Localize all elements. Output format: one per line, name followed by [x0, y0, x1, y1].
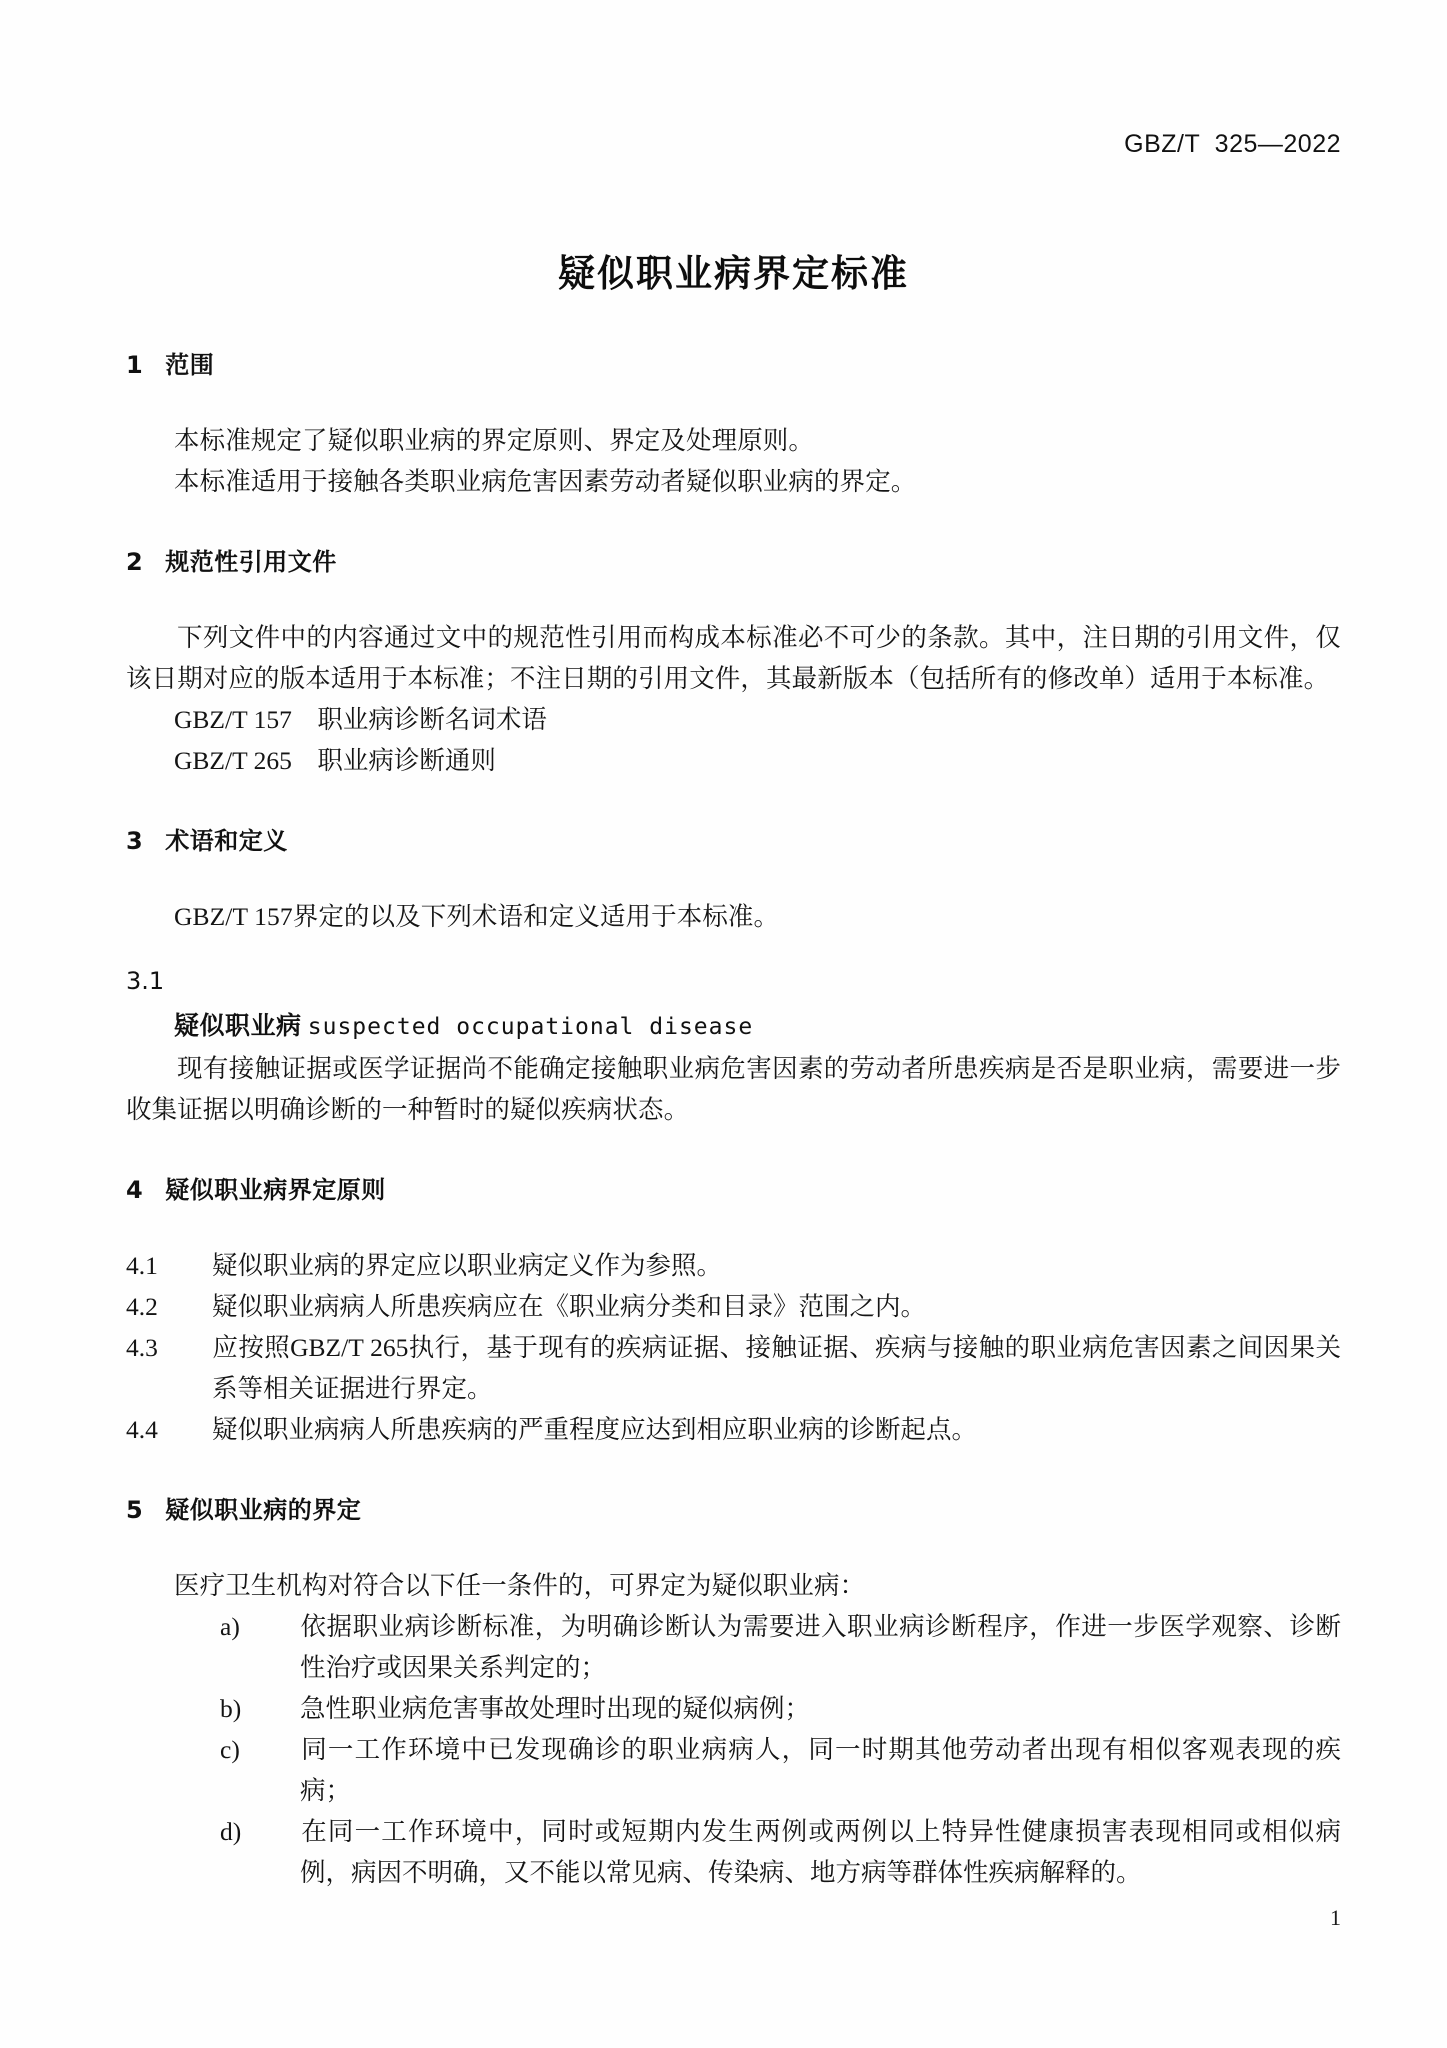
list-item — [174, 1729, 1341, 1811]
list-item-letter-d: d) — [220, 1817, 242, 1846]
running-header-standard-code: GBZ/T 325—2022 — [1124, 130, 1341, 158]
section-heading-2 — [126, 542, 1341, 577]
terms-intro: GBZ/T 157界定的以及下列术语和定义适用于本标准。 — [174, 902, 780, 931]
clause-4-2 — [126, 1286, 1341, 1327]
clause-4-3 — [126, 1327, 1341, 1409]
determination-conditions-list — [174, 1606, 1341, 1893]
section-heading-4 — [126, 1170, 1341, 1205]
document-body — [126, 345, 1341, 1893]
clause-number-4-1: 4.1 — [126, 1251, 158, 1280]
term-name-chinese: 疑似职业病 — [174, 1011, 302, 1040]
list-item-text-d: 在同一工作环境中，同时或短期内发生两例或两例以上特异性健康损害表现相同或相似病例，病因不明确，又不能以常见病、传染病、地方病等群体性疾病解释的。 — [300, 1817, 1341, 1887]
section-heading-1 — [126, 345, 1341, 380]
section-title-5: 疑似职业病的界定 — [165, 1496, 362, 1524]
section-title-4: 疑似职业病界定原则 — [165, 1176, 386, 1204]
determination-intro: 医疗卫生机构对符合以下任一条件的，可界定为疑似职业病： — [174, 1571, 866, 1600]
clause-4-4 — [126, 1409, 1341, 1450]
section-number-1: 1 — [126, 351, 144, 379]
list-item — [174, 1688, 1341, 1729]
terms-intro-block — [126, 896, 1341, 937]
scope-paragraph-1: 本标准规定了疑似职业病的界定原则、界定及处理原则。 — [174, 426, 815, 455]
section-number-2: 2 — [126, 548, 144, 576]
clause-number-4-3: 4.3 — [126, 1333, 158, 1362]
term-name-english: suspected occupational disease — [307, 1014, 754, 1040]
section-5-body — [126, 1565, 1341, 1893]
term-definition-3-1: 现有接触证据或医学证据尚不能确定接触职业病危害因素的劳动者所患疾病是否是职业病，需要进一步收集证据以明确诊断的一种暂时的疑似疾病状态。 — [126, 1054, 1341, 1124]
section-title-3: 术语和定义 — [165, 827, 288, 855]
clause-number-4-2: 4.2 — [126, 1292, 158, 1321]
list-item-text-a: 依据职业病诊断标准，为明确诊断认为需要进入职业病诊断程序，作进一步医学观察、诊断性治疗或因果关系判定的； — [300, 1612, 1341, 1682]
term-number-3-1: 3.1 — [126, 967, 165, 995]
clause-text-4-3: 应按照GBZ/T 265执行，基于现有的疾病证据、接触证据、疾病与接触的职业病危害因素之间因果关系等相关证据进行界定。 — [212, 1333, 1341, 1403]
list-item-letter-b: b) — [220, 1694, 242, 1723]
clause-text-4-2: 疑似职业病病人所患疾病应在《职业病分类和目录》范围之内。 — [212, 1292, 927, 1321]
clause-text-4-1: 疑似职业病的界定应以职业病定义作为参照。 — [212, 1251, 723, 1280]
scope-paragraph-2: 本标准适用于接触各类职业病危害因素劳动者疑似职业病的界定。 — [174, 467, 917, 496]
normative-references-intro: 下列文件中的内容通过文中的规范性引用而构成本标准必不可少的条款。其中，注日期的引用文件，仅该日期对应的版本适用于本标准；不注日期的引用文件，其最新版本（包括所有的修改单）适用于本标准。 — [126, 623, 1341, 693]
document-title: 疑似职业病界定标准 — [558, 252, 909, 295]
list-item-text-b: 急性职业病危害事故处理时出现的疑似病例； — [300, 1694, 811, 1723]
page-number: 1 — [1330, 1905, 1341, 1930]
page-content — [126, 0, 1341, 2048]
clause-number-4-4: 4.4 — [126, 1415, 158, 1444]
section-number-3: 3 — [126, 827, 144, 855]
list-item-letter-c: c) — [220, 1735, 240, 1764]
section-number-4: 4 — [126, 1176, 144, 1204]
section-heading-3 — [126, 821, 1341, 856]
section-1-body — [126, 420, 1341, 502]
normative-reference-item-1: GBZ/T 157 职业病诊断名词术语 — [174, 705, 547, 734]
section-title-1: 范围 — [165, 351, 215, 379]
list-item — [174, 1606, 1341, 1688]
list-item-text-c: 同一工作环境中已发现确诊的职业病病人，同一时期其他劳动者出现有相似客观表现的疾病； — [300, 1735, 1341, 1805]
section-heading-5 — [126, 1490, 1341, 1525]
list-item-letter-a: a) — [220, 1612, 240, 1641]
term-entry-3-1 — [126, 1005, 1341, 1048]
clause-text-4-4: 疑似职业病病人所患疾病的严重程度应达到相应职业病的诊断起点。 — [212, 1415, 978, 1444]
normative-reference-item-2: GBZ/T 265 职业病诊断通则 — [174, 746, 496, 775]
section-number-5: 5 — [126, 1496, 144, 1524]
clause-4-1 — [126, 1245, 1341, 1286]
section-title-2: 规范性引用文件 — [165, 548, 337, 576]
list-item — [174, 1811, 1341, 1893]
